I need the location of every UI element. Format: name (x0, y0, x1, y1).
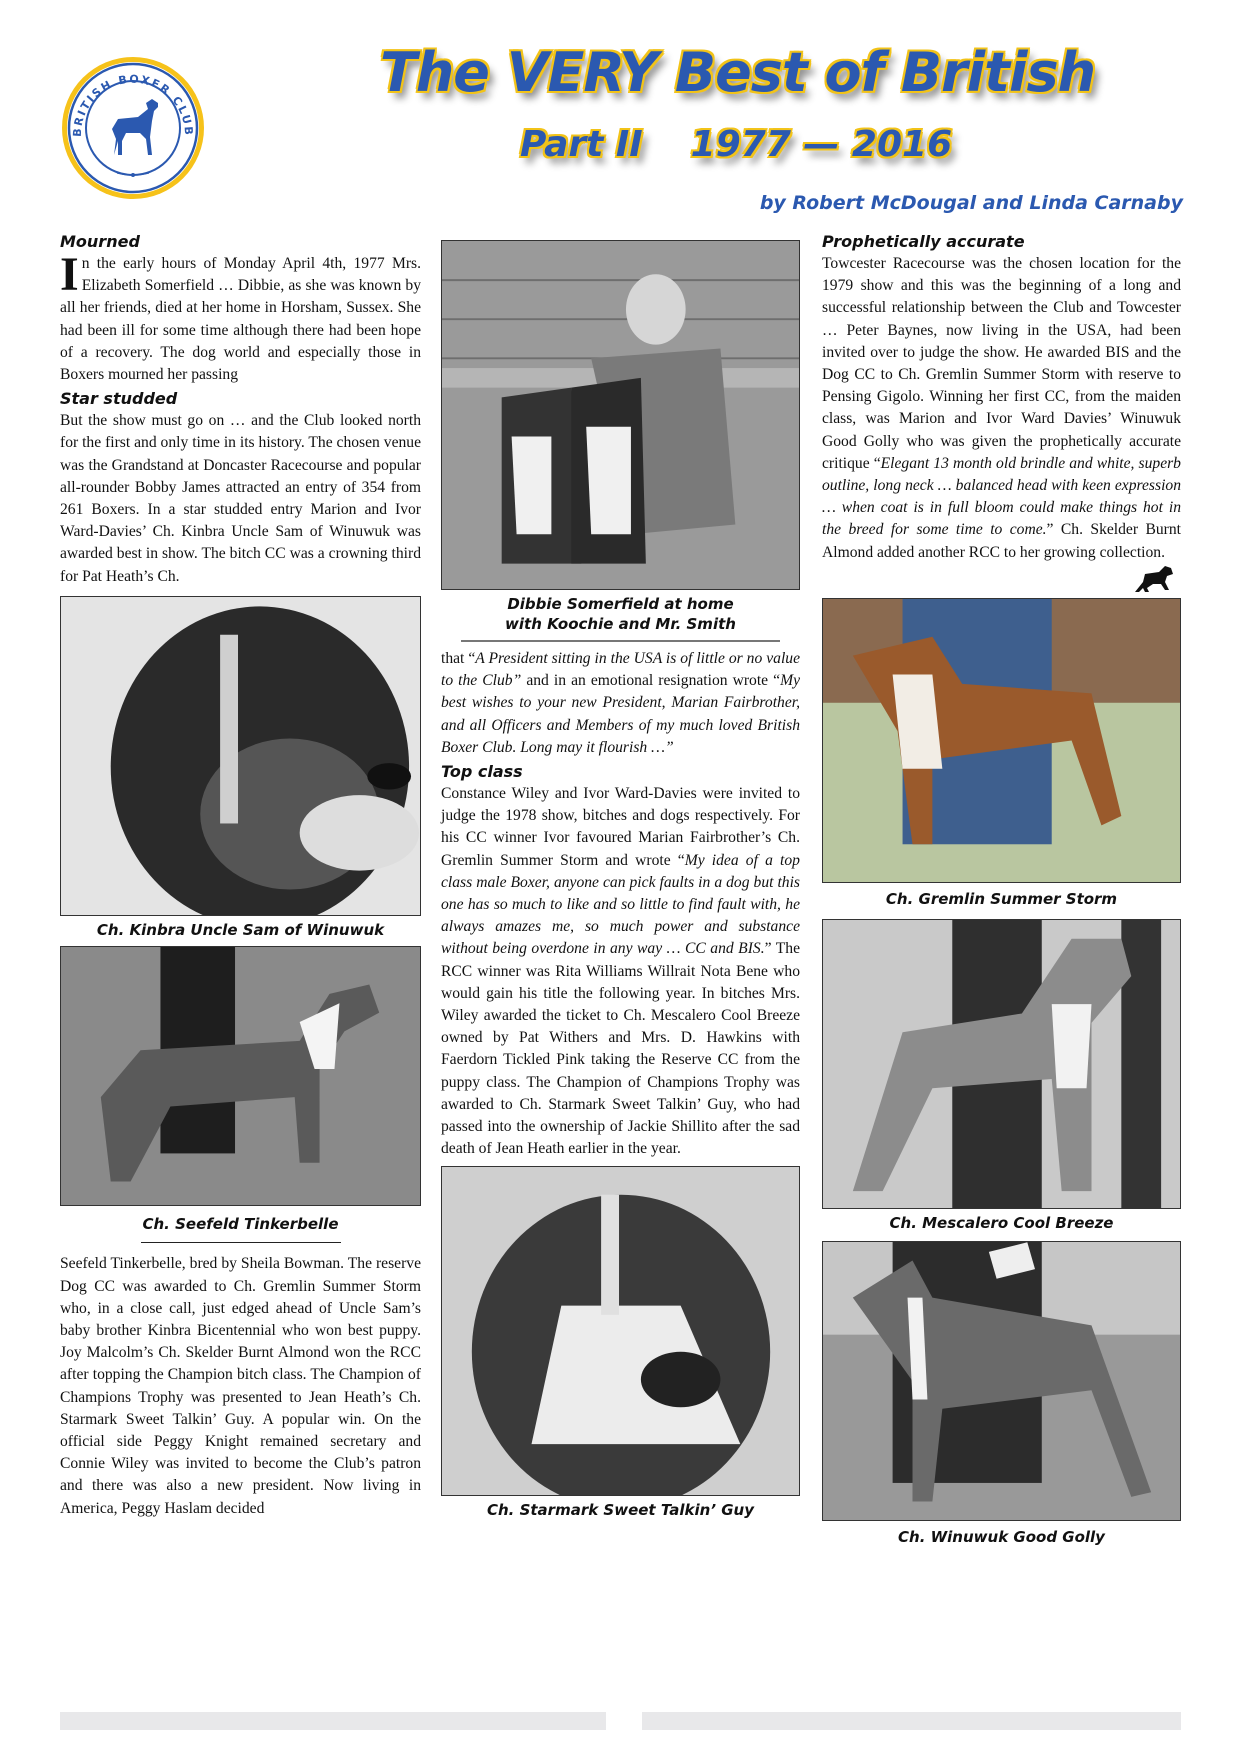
heading-top-class: Top class (441, 762, 523, 782)
caption-dibbie-somerfield (441, 594, 800, 634)
caption-winuwuk-good-golly: Ch. Winuwuk Good Golly (898, 1527, 1105, 1546)
svg-text:BRITISH BOXER CLUB: BRITISH BOXER CLUB (70, 72, 196, 138)
photo-seefeld-tinkerbelle (60, 946, 421, 1206)
column-1 (60, 231, 421, 1520)
paragraph-star-studded: But the show must go on … and the Club looked north for the first and only time in its history. The chosen venue was the Grandstand at Doncaster Racecourse and popular all-rounder Bobby James attracted an entry of 354 from 261 Boxers. In a star studded entry Marion and Ivor Ward-Davies’ Ch. Kinbra Uncle Sam of Winuwuk was awarded best in show. The bitch CC was a crowning third for Pat Heath’s Ch. (60, 412, 421, 585)
quote: My idea of a top class male Boxer, anyone can pick faults in a dog but this one has so much to like and so little to find fault with, he always amazes me, so much power and substance without being overdone in any way … CC and BIS. (441, 851, 800, 958)
text-run: Constance Wiley and Ivor Ward-Davies were invited to judge the 1978 show, bitches and dogs respectively. For his CC winner Ivor favoured Marian Fairbrother’s Ch. Gremlin Summer Storm and wrote “ (441, 785, 800, 869)
footer-bar-right (642, 1712, 1181, 1730)
british-boxer-club-logo (62, 57, 204, 199)
subtitle-part: Part II (520, 124, 643, 165)
text-run: ” The RCC winner was Rita Williams Willrait Nota Bene who would gain his title the following year. In bitches Mrs. Wiley awarded the ticket to Ch. Mescalero Cool Breeze owned by Pat Withers and Mrs. D. Hawkins with Faerdorn Tickled Pink taking the Reserve CC from the puppy class. The Champion of Champions Trophy was awarded to Ch. Starmark Sweet Talkin’ Guy, who had passed into the ownership of Jackie Shillito after the sad death of Jean Heath earlier in the year. (441, 940, 800, 1158)
quote: Elegant 13 month old brindle and white, superb outline, long neck … balanced head with keen expression … when coat is in full bloom could make things hot in the breed for some time to come. (822, 454, 1181, 539)
drop-cap: I (60, 248, 79, 301)
caption-mescalero-cool-breeze: Ch. Mescalero Cool Breeze (889, 1213, 1114, 1232)
heading-star-studded: Star studded (60, 389, 178, 409)
photo-gremlin-summer-storm (822, 598, 1181, 883)
photo-starmark-sweet-talkin-guy (441, 1166, 800, 1496)
caption-line: Dibbie Somerfield at home (507, 595, 734, 613)
text-run: that “ (441, 650, 476, 667)
photo-kinbra-uncle-sam (60, 596, 421, 916)
caption-divider (461, 640, 780, 642)
caption-seefeld-tinkerbelle: Ch. Seefeld Tinkerbelle (142, 1214, 339, 1233)
paragraph-top-class (441, 783, 800, 1160)
caption-line: with Koochie and Mr. Smith (505, 615, 736, 633)
byline: by Robert McDougal and Linda Carnaby (759, 192, 1183, 214)
page-title: The VERY Best of British (380, 41, 1096, 104)
paragraph-seefeld: Seefeld Tinkerbelle, bred by Sheila Bowman. The reserve Dog CC was awarded to Ch. Gremlin Summer Storm who, in a close call, just edged ahead of Uncle Sam’s baby brother Kinbra Bicentennial who won best puppy. Joy Malcolm’s Ch. Skelder Burnt Almond won the RCC after topping the Champion bitch class. The Champion of Champions Trophy was presented to Jean Heath’s Ch. Starmark Sweet Talkin’ Guy. A popular win. On the official side Peggy Knight remained secretary and Connie Wiley was invited to become the Club’s patron and there was also a new president. Now living in America, Peggy Haslam decided (60, 1255, 421, 1517)
column-2 (441, 240, 800, 1520)
caption-gremlin-summer-storm: Ch. Gremlin Summer Storm (885, 889, 1118, 908)
text-run: ” Ch. Skelder Burnt Almond added another RCC to her growing collection. (822, 521, 1181, 561)
footer-bar-left (60, 1712, 606, 1730)
text-run: Towcester Racecourse was the chosen location for the 1979 show and this was the beginning of a long and successful relationship between the Club and Towcester … Peter Baynes, now living in the USA, had been invited over to judge the show. He awarded BIS and the Dog CC to Ch. Gremlin Summer Storm with reserve to Pensing Gigolo. Winning her first CC, from the maiden class, was Marion and Ivor Ward Davies’ Winuwuk Good Golly who was given the prophetically accurate critique “ (822, 255, 1181, 472)
caption-starmark-sweet-talkin-guy: Ch. Starmark Sweet Talkin’ Guy (486, 1501, 755, 1520)
photo-winuwuk-good-golly (822, 1241, 1181, 1521)
page-subtitle (520, 122, 952, 168)
photo-dibbie-somerfield (441, 240, 800, 590)
caption-kinbra-uncle-sam: Ch. Kinbra Uncle Sam of Winuwuk (96, 920, 385, 939)
caption-divider (141, 1242, 341, 1244)
trotting-boxer-icon (1133, 566, 1175, 594)
text-run: and in an emotional resignation wrote “ (521, 672, 781, 690)
paragraph-mourned (60, 248, 421, 386)
heading-mourned: Mourned (60, 232, 140, 251)
column-3 (822, 231, 1181, 1547)
paragraph-prophetically-accurate (822, 253, 1181, 564)
paragraph-text: n the early hours of Monday April 4th, 1977 Mrs. Elizabeth Somerfield … Dibbie, as she was known by all her friends, died at her home in Horsham, Sussex. She had been ill for some time although there had been hope of a recovery. The dog world and especially those in Boxers mourned her passing (60, 255, 421, 384)
paragraph-president (441, 648, 800, 759)
subtitle-years: 1977 — 2016 (690, 124, 953, 165)
boxer-dog-icon (62, 57, 204, 199)
photo-mescalero-cool-breeze (822, 919, 1181, 1209)
heading-prophetically-accurate: Prophetically accurate (822, 232, 1025, 251)
quote: A President sitting in the USA is of little or no value to the Club” (441, 650, 800, 690)
quote: My best wishes to your new President, Marian Fairbrother, and all Officers and Members of my much loved British Boxer Club. Long may it flourish …” (441, 672, 800, 756)
